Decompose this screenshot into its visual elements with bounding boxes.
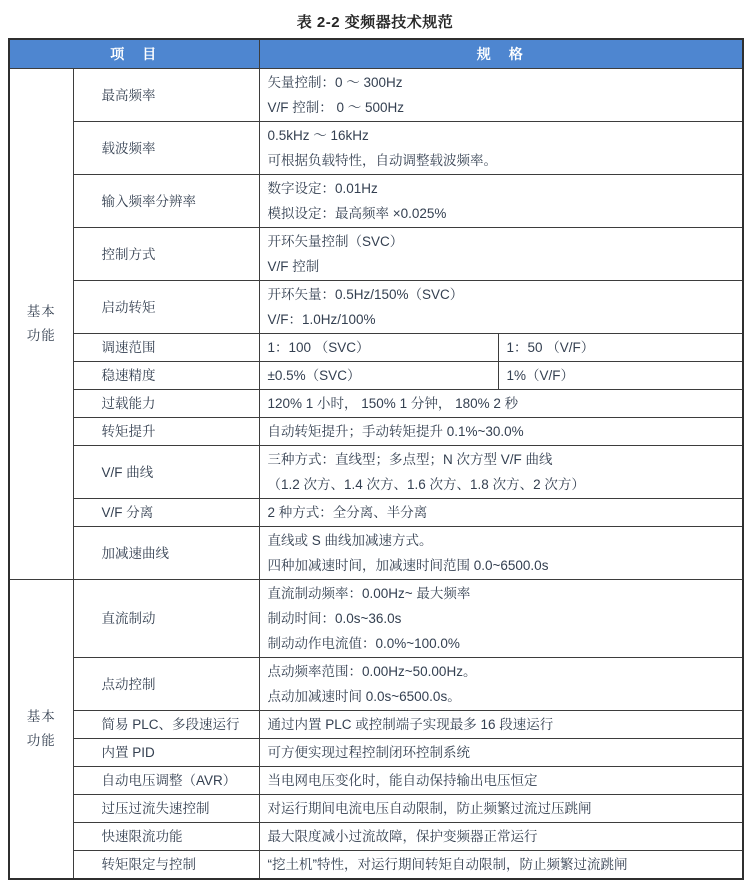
spec-line: 数字设定：0.01Hz — [267, 181, 378, 196]
item-cell: 转矩限定与控制 — [73, 851, 259, 880]
item-cell: 控制方式 — [73, 228, 259, 281]
spec-line: V/F 控制： 0 ～ 500Hz — [267, 100, 405, 115]
spec-line: 最大限度减小过流故障，保护变频器正常运行 — [267, 829, 538, 844]
item-cell: 最高频率 — [73, 69, 259, 122]
spec-cell — [498, 362, 743, 390]
spec-line: 1：50 （V/F） — [506, 340, 595, 355]
spec-line: 模拟设定：最高频率 ×0.025% — [267, 206, 447, 221]
section-label-line: 基本 — [26, 304, 56, 319]
spec-line: 对运行期间电流电压自动限制，防止频繁过流过压跳闸 — [267, 801, 592, 816]
spec-line: 制动动作电流值：0.0%~100.0% — [267, 636, 460, 651]
item-cell: 内置 PID — [73, 739, 259, 767]
spec-line: V/F 控制 — [267, 259, 320, 274]
header-spec: 规 格 — [259, 39, 743, 69]
section-label — [9, 69, 73, 580]
spec-line: V/F：1.0Hz/100% — [267, 312, 376, 327]
item-cell: 自动电压调整（AVR） — [73, 767, 259, 795]
spec-table — [8, 38, 744, 880]
spec-cell — [259, 823, 743, 851]
item-cell: 点动控制 — [73, 658, 259, 711]
table-row — [9, 362, 743, 390]
section-label-line: 基本 — [26, 709, 56, 724]
spec-cell — [259, 739, 743, 767]
table-row — [9, 527, 743, 580]
item-cell: 稳速精度 — [73, 362, 259, 390]
spec-cell — [259, 69, 743, 122]
table-row — [9, 795, 743, 823]
spec-cell — [259, 175, 743, 228]
spec-line: 1%（V/F） — [506, 368, 575, 383]
item-cell: 载波频率 — [73, 122, 259, 175]
item-cell: 调速范围 — [73, 334, 259, 362]
spec-line: 点动加减速时间 0.0s~6500.0s。 — [267, 689, 461, 704]
spec-cell — [259, 418, 743, 446]
section-label — [9, 580, 73, 880]
item-cell: 简易 PLC、多段速运行 — [73, 711, 259, 739]
table-row — [9, 69, 743, 122]
section-label-line: 功能 — [26, 733, 56, 748]
item-cell: 过载能力 — [73, 390, 259, 418]
table-title: 表 2-2 变频器技术规范 — [296, 14, 454, 31]
item-cell: 快速限流功能 — [73, 823, 259, 851]
spec-cell — [259, 362, 498, 390]
spec-line: 点动频率范围：0.00Hz~50.00Hz。 — [267, 664, 477, 679]
spec-cell — [259, 795, 743, 823]
table-row — [9, 739, 743, 767]
spec-line: 0.5kHz ～ 16kHz — [267, 128, 369, 143]
table-row — [9, 418, 743, 446]
spec-line: 直线或 S 曲线加减速方式。 — [267, 533, 433, 548]
item-cell: 启动转矩 — [73, 281, 259, 334]
section-label-line: 功能 — [26, 328, 56, 343]
item-cell: 转矩提升 — [73, 418, 259, 446]
item-cell: 加减速曲线 — [73, 527, 259, 580]
header-row — [9, 39, 743, 69]
spec-line: 1：100 （SVC） — [267, 340, 370, 355]
spec-cell — [259, 281, 743, 334]
spec-cell — [259, 228, 743, 281]
spec-cell — [259, 390, 743, 418]
spec-line: （1.2 次方、1.4 次方、1.6 次方、1.8 次方、2 次方） — [267, 477, 585, 492]
spec-cell — [259, 711, 743, 739]
spec-line: 直流制动频率：0.00Hz~ 最大频率 — [267, 586, 471, 601]
spec-cell — [259, 122, 743, 175]
spec-line: 当电网电压变化时，能自动保持输出电压恒定 — [267, 773, 538, 788]
spec-line: 通过内置 PLC 或控制端子实现最多 16 段速运行 — [267, 717, 554, 732]
item-cell: V/F 分离 — [73, 499, 259, 527]
spec-cell — [259, 851, 743, 880]
spec-line: 开环矢量：0.5Hz/150%（SVC） — [267, 287, 464, 302]
spec-cell — [498, 334, 743, 362]
spec-line: 自动转矩提升；手动转矩提升 0.1%~30.0% — [267, 424, 524, 439]
table-row — [9, 175, 743, 228]
item-cell: 过压过流失速控制 — [73, 795, 259, 823]
spec-table-body — [9, 69, 743, 880]
spec-cell — [259, 527, 743, 580]
item-cell: 直流制动 — [73, 580, 259, 658]
table-row — [9, 851, 743, 880]
spec-line: 制动时间：0.0s~36.0s — [267, 611, 402, 626]
table-row — [9, 658, 743, 711]
spec-line: 三种方式：直线型；多点型；N 次方型 V/F 曲线 — [267, 452, 553, 467]
table-row — [9, 334, 743, 362]
table-row — [9, 823, 743, 851]
table-row — [9, 711, 743, 739]
spec-cell — [259, 658, 743, 711]
spec-cell — [259, 580, 743, 658]
table-row — [9, 499, 743, 527]
item-cell: 输入频率分辨率 — [73, 175, 259, 228]
spec-line: 四种加减速时间，加减速时间范围 0.0~6500.0s — [267, 558, 549, 573]
table-row — [9, 228, 743, 281]
spec-line: 开环矢量控制（SVC） — [267, 234, 404, 249]
spec-cell — [259, 446, 743, 499]
spec-cell — [259, 499, 743, 527]
spec-line: 120% 1 小时， 150% 1 分钟， 180% 2 秒 — [267, 396, 519, 411]
header-item: 项 目 — [9, 39, 259, 69]
table-row — [9, 390, 743, 418]
spec-cell — [259, 767, 743, 795]
table-row — [9, 446, 743, 499]
spec-line: ±0.5%（SVC） — [267, 368, 361, 383]
spec-line: 2 种方式：全分离、半分离 — [267, 505, 428, 520]
table-row — [9, 767, 743, 795]
table-row — [9, 281, 743, 334]
table-header — [9, 39, 743, 69]
spec-line: 矢量控制：0 ～ 300Hz — [267, 75, 403, 90]
spec-line: “挖土机”特性，对运行期间转矩自动限制，防止频繁过流跳闸 — [267, 857, 628, 872]
table-row — [9, 580, 743, 658]
item-cell: V/F 曲线 — [73, 446, 259, 499]
spec-line: 可根据负载特性，自动调整载波频率。 — [267, 153, 497, 168]
spec-line: 可方便实现过程控制闭环控制系统 — [267, 745, 470, 760]
spec-cell — [259, 334, 498, 362]
table-row — [9, 122, 743, 175]
